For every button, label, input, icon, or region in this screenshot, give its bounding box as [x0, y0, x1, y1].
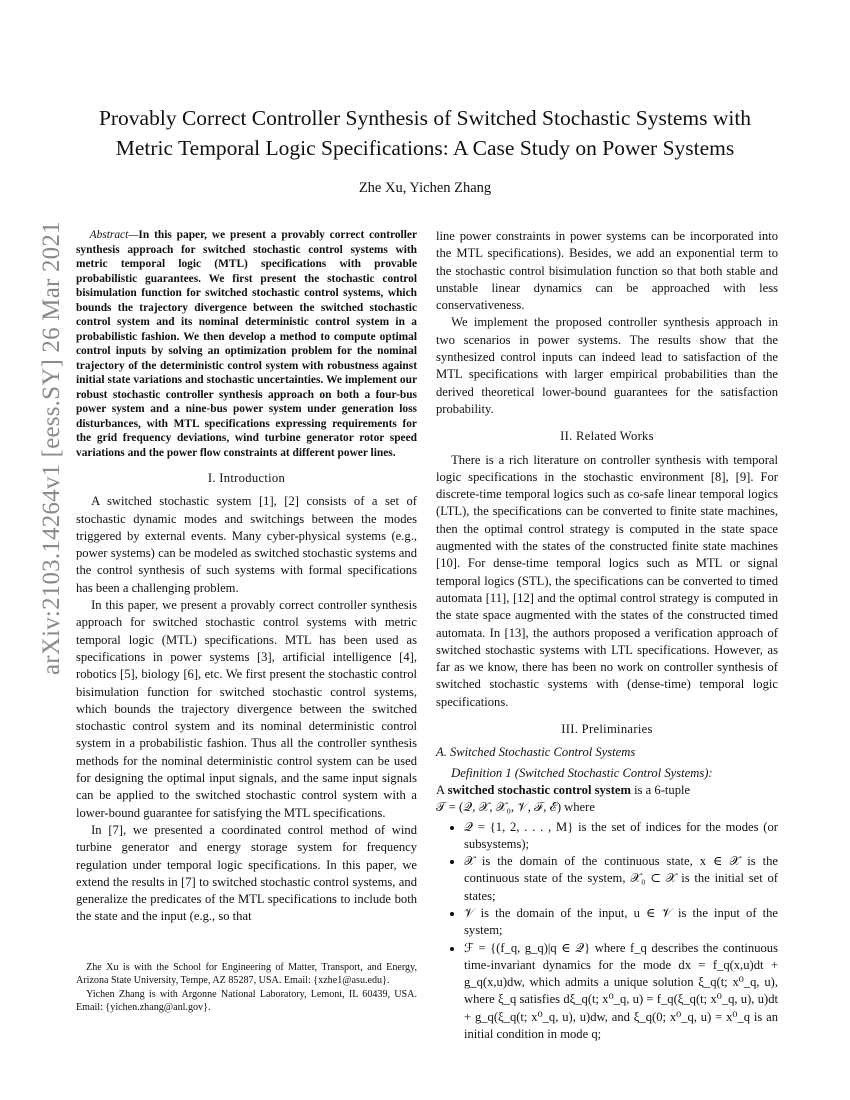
definition-lead: A switched stochastic control system is a 6-tuple [436, 782, 691, 797]
intro-paragraph-3-continued: line power constraints in power systems can be incorporated into the MTL specifications). Besides, we add an exponential term to the stochastic control bisimulation function so that both stable and unstable linear dynamics can be approached with less conservativeness. [436, 229, 778, 313]
section-heading-preliminaries: III. Preliminaries [561, 722, 653, 737]
definition-item-modes: • 𝒬 = {1, 2, . . . , M} is the set of indices for the modes (or subsystems); [464, 819, 778, 854]
definition-item-input: • 𝒱 is the domain of the input, u ∈ 𝒱 is the input of the system; [464, 905, 778, 940]
footnotes [76, 961, 417, 1015]
abstract-label: Abstract— [89, 229, 139, 241]
section-heading-related-works: II. Related Works [560, 429, 654, 444]
paper-title: Provably Correct Controller Synthesis of Switched Stochastic Systems with Metric Temporal Logic Specifications: A Case Study on Power Systems [98, 106, 752, 160]
definition-item-dynamics: • ℱ = {(f_q, g_q)|q ∈ 𝒬} where f_q describes the continuous time-invariant dynamics for the mode dx = f_q(x,u)dt + g_q(x,u)dw, which admits a unique solution ξ_q(t; x⁰_q, u), where ξ_q satisfies dξ_q(t; x⁰_q, u) = f_q(ξ_q(t; x⁰_q, u), u)dt + g_q(ξ_q(t; x⁰_q, u), u)dw, and ξ_q(0; x⁰_q, u) = x⁰_q is an initial condition in mode q; [464, 940, 778, 1044]
intro-paragraph-4: We implement the proposed controller synthesis approach in two scenarios in power systems. The results show that the synthesized control inputs can indeed lead to satisfaction of the MTL specifications with larger empirical probabilities than the derived theoretical lower-bound guarantees for the satisfaction probability. [436, 315, 778, 416]
definition-item-state: • 𝒳 is the domain of the continuous state, x ∈ 𝒳 is the continuous state of the system, 𝒳₀ ⊂ 𝒳 is the initial set of states; [464, 853, 778, 905]
subsection-heading: A. Switched Stochastic Control Systems [436, 745, 636, 760]
footnote-author-2: Yichen Zhang is with Argonne National Laboratory, Lemont, IL 60439, USA. Email: {yichen.zhang@anl.gov}. [76, 989, 417, 1014]
section-heading-introduction: I. Introduction [207, 471, 286, 485]
definition-heading: Definition 1 (Switched Stochastic Control Systems): [451, 765, 713, 780]
abstract [76, 228, 417, 460]
definition-tuple: 𝒯 = (𝒬, 𝒳, 𝒳₀, 𝒱, ℱ, ℰ) where [436, 800, 595, 815]
footnote-author-1: Zhe Xu is with the School for Engineering of Matter, Transport, and Energy, Arizona State University, Tempe, AZ 85287, USA. Email: {xzhe1@asu.edu}. [76, 962, 417, 987]
definition-list [436, 819, 778, 1044]
paper-authors: Zhe Xu, Yichen Zhang [358, 180, 492, 196]
intro-paragraph-2: In this paper, we present a provably correct controller synthesis approach for switched stochastic control systems with metric temporal logic (MTL) specifications. MTL has been used as specifications in power systems [3], artificial intelligence [4], robotics [5], biology [6], etc. We first present the stochastic control bisimulation function for switched stochastic control systems, which bounds the trajectory divergence between the switched stochastic control system and its nominal deterministic control system in a probabilistic fashion. Thus all the controller synthesis methods for the nominal deterministic control system can be used for designing the optimal input signals, and the same input signals can be applied to the switched stochastic control system with a lower-bound guarantee for satisfying the MTL specifications. [76, 598, 417, 820]
intro-paragraph-1: A switched stochastic system [1], [2] consists of a set of stochastic dynamic modes and switchings between the modes triggered by external events. Many cyber-physical systems (e.g., power systems) can be modeled as switched stochastic systems and the control synthesis of such systems with formal specifications has been a challenging problem. [76, 494, 417, 595]
abstract-text: In this paper, we present a provably correct controller synthesis approach for switched stochastic control systems with metric temporal logic (MTL) specifications with provable probabilistic guarantees. We first present the stochastic control bisimulation function for switched stochastic control systems, which bounds the trajectory divergence between the switched stochastic control system and its nominal deterministic control system in a probabilistic fashion. We then develop a method to compute optimal control inputs by solving an optimization problem for the nominal trajectory of the deterministic control system with robustness against initial state variations and stochastic uncertainties. We implement our robust stochastic controller synthesis approach on both a four-bus power system and a nine-bus power system under generation loss disturbances, with MTL specifications expressing requirements for the grid frequency deviations, wind turbine generator rotor speed variations and the power flow constraints at different power lines. [76, 229, 417, 459]
left-column [76, 228, 417, 926]
right-column [436, 228, 778, 1043]
related-paragraph-1: There is a rich literature on controller synthesis with temporal logic specifications in the stochastic environment [8], [9]. For discrete-time temporal logics such as co-safe linear temporal logics (LTL), the specifications can be converted to finite state machines, then the optimal control strategy is computed in the state space augmented with the states of the constructed finite state machines [10]. For dense-time temporal logics such as MTL or signal temporal logics (STL), the specifications can be converted to timed automata [11], [12] and the optimal control strategy is computed in the state space augmented with the states of the constructed timed automata. In [13], the authors proposed a verification approach of switched stochastic systems with LTL specifications. However, as far as we know, there has been no work on controller synthesis of switched stochastic systems with (dense-time) temporal logic specifications. [436, 452, 778, 709]
intro-paragraph-3: In [7], we presented a coordinated control method of wind turbine generator and energy storage system for frequency regulation under temporal logic specifications. In this paper, we extend the results in [7] to switched stochastic control systems, and generalize the predicates of the MTL specifications to include both the state and the input (e.g., so that [76, 822, 417, 924]
arxiv-identifier: arXiv:2103.14264v1 [eess.SY] 26 Mar 2021 [38, 221, 65, 675]
